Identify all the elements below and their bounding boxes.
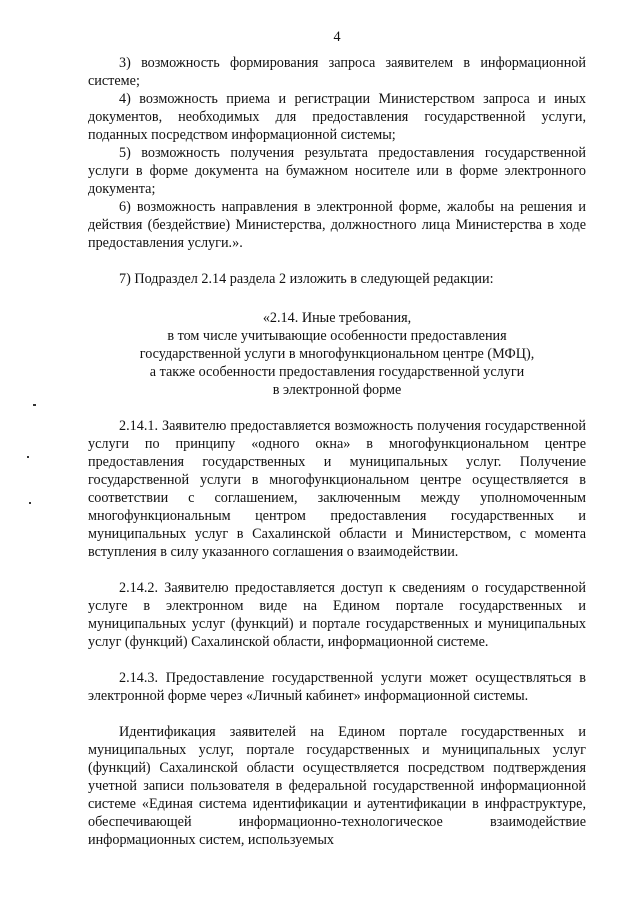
heading-line: в электронной форме (272, 382, 402, 398)
scan-speck (27, 456, 29, 458)
section-heading (88, 309, 586, 399)
page-number: 4 (333, 29, 341, 45)
amendment-instruction: 7) Подраздел 2.14 раздела 2 изложить в следующей редакции: (119, 271, 494, 287)
paragraph-identification: Идентификация заявителей на Едином портале государственных и муниципальных услуг, портале государственных и муниципальных услуг (функций) Сахалинской области осуществляется посредством подтверждения учетной записи пользователя в федеральной государственной информационной системе «Единая система идентификации и аутентификации в инфраструктуре, обеспечивающей информационно-технологическое взаимодействие информационных систем, используемых (88, 724, 586, 848)
list-item: 4) возможность приема и регистрации Министерством запроса и иных документов, необходимых для предоставления государственной услуги, поданных посредством информационной системы; (88, 91, 586, 143)
paragraph-2-14-1: 2.14.1. Заявителю предоставляется возможность получения государственной услуги по принципу «одного окна» в многофункциональном центре предоставления государственных и муниципальных услуг. Получение государственной услуги в многофункциональном центре осуществляется в соответствии с соглашением, заключенным между уполномоченным многофункциональным центром предоставления государственных и муниципальных услуг в Сахалинской области и Министерством, с момента вступления в силу указанного соглашения о взаимодействии. (88, 418, 586, 560)
heading-line: а также особенности предоставления государственной услуги (149, 364, 525, 380)
scan-speck (29, 502, 31, 504)
document-page (88, 28, 586, 849)
heading-line: «2.14. Иные требования, (262, 310, 412, 326)
scan-speck (33, 404, 36, 406)
list-item: 6) возможность направления в электронной форме, жалобы на решения и действия (бездействие) Министерства, должностного лица Министерства в ходе предоставления услуги.». (88, 199, 586, 251)
list-item: 5) возможность получения результата предоставления государственной услуги в форме документа на бумажном носителе или в форме электронного документа; (88, 145, 586, 197)
capabilities-list (88, 54, 586, 252)
list-item: 3) возможность формирования запроса заявителем в информационной системе; (88, 55, 586, 89)
heading-line: государственной услуги в многофункциональном центре (МФЦ), (139, 346, 535, 362)
heading-line: в том числе учитывающие особенности предоставления (167, 328, 507, 344)
paragraph-2-14-3: 2.14.3. Предоставление государственной услуги может осуществляться в электронной форме через «Личный кабинет» информационной системы. (88, 670, 586, 704)
paragraph-2-14-2: 2.14.2. Заявителю предоставляется доступ к сведениям о государственной услуге в электронном виде на Едином портале государственных и муниципальных услуг (функций) и портале государственных и муниципальных услуг (функций) Сахалинской области, информационной системе. (88, 580, 586, 650)
